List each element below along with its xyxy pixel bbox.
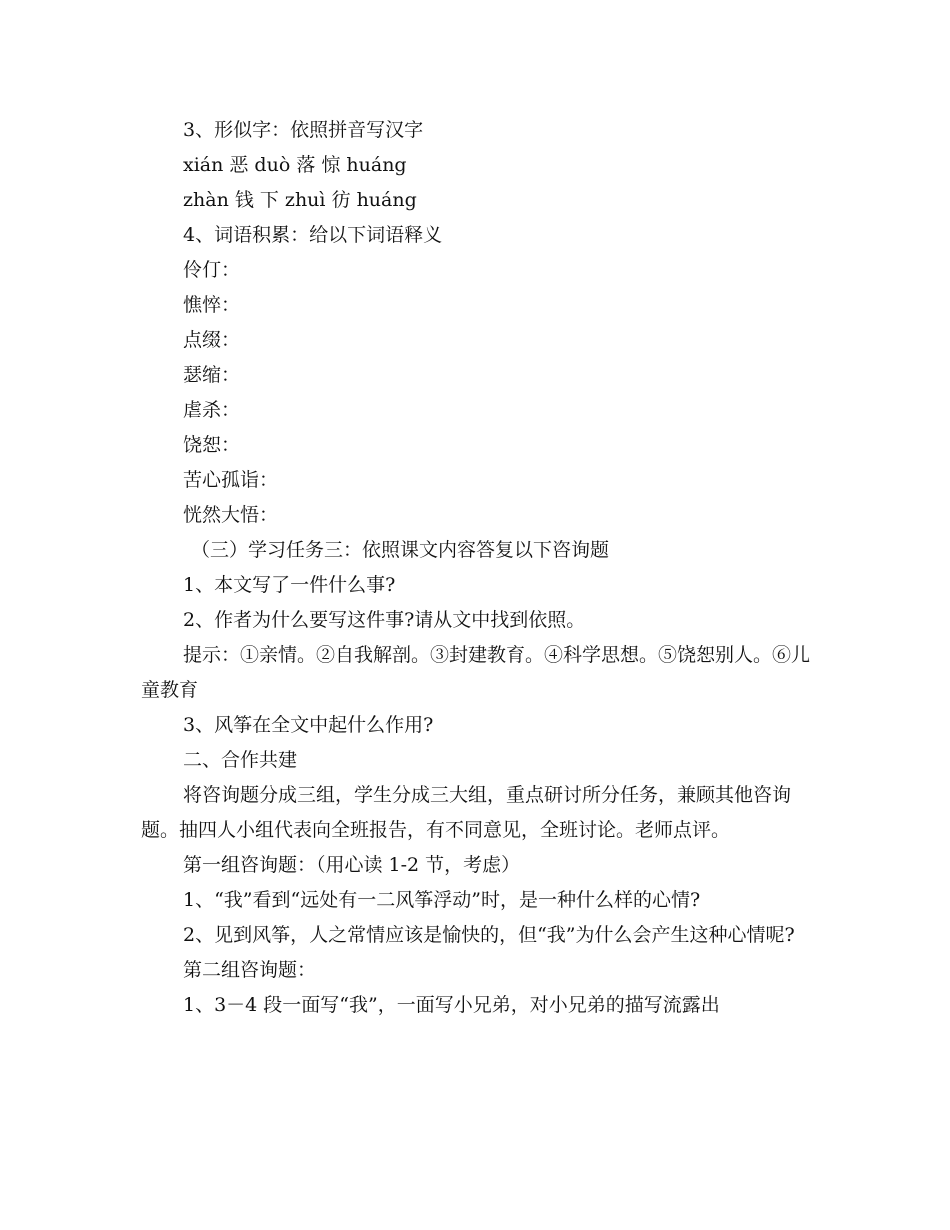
question-item: 2、作者为什么要写这件事?请从文中找到依照。: [183, 609, 586, 631]
paragraph-pinyin-row-2: zhàn 钱 下 zhuì 彷 huáng: [183, 189, 417, 211]
paragraph-form-similar-characters: 3、形似字：依照拼音写汉字: [183, 119, 424, 141]
paragraph-vocabulary-heading: 4、词语积累：给以下词语释义: [183, 224, 443, 246]
question-item: 1、3－4 段一面写“我”，一面写小兄弟，对小兄弟的描写流露出: [183, 994, 720, 1016]
vocabulary-item: 苦心孤诣：: [183, 469, 279, 491]
paragraph-pinyin-row-1: xián 恶 duò 落 惊 huáng: [183, 154, 407, 176]
vocabulary-item: 伶仃：: [183, 259, 241, 281]
question-item: 3、风筝在全文中起什么作用?: [183, 714, 434, 736]
section-heading-task-three: （三）学习任务三：依照课文内容答复以下咨询题: [191, 539, 610, 561]
vocabulary-item: 点缀：: [183, 329, 241, 351]
question-item: 1、“我”看到“远处有一二风筝浮动”时，是一种什么样的心情?: [183, 889, 701, 911]
vocabulary-item: 虐杀：: [183, 399, 241, 421]
question-item: 1、本文写了一件什么事?: [183, 574, 396, 596]
hint-paragraph: 提示：①亲情。②自我解剖。③封建教育。④科学思想。⑤饶恕别人。⑥儿童教育: [141, 644, 811, 701]
vocabulary-item: 恍然大悟：: [183, 504, 279, 526]
vocabulary-item: 憔悴：: [183, 294, 241, 316]
body-paragraph: 将咨询题分成三组，学生分成三大组，重点研讨所分任务，兼顾其他咨询题。抽四人小组代表向全班报告，有不同意见，全班讨论。老师点评。: [141, 784, 792, 841]
vocabulary-item: 瑟缩：: [183, 364, 241, 386]
group-one-heading: 第一组咨询题：（用心读 1-2 节，考虑）: [183, 854, 521, 876]
document-body: [141, 113, 821, 1023]
question-item: 2、见到风筝，人之常情应该是愉快的，但“我”为什么会产生这种心情呢?: [183, 924, 795, 946]
section-heading-cooperation: 二、合作共建: [183, 749, 298, 771]
vocabulary-item: 饶恕：: [183, 434, 241, 456]
group-two-heading: 第二组咨询题：: [183, 959, 317, 981]
